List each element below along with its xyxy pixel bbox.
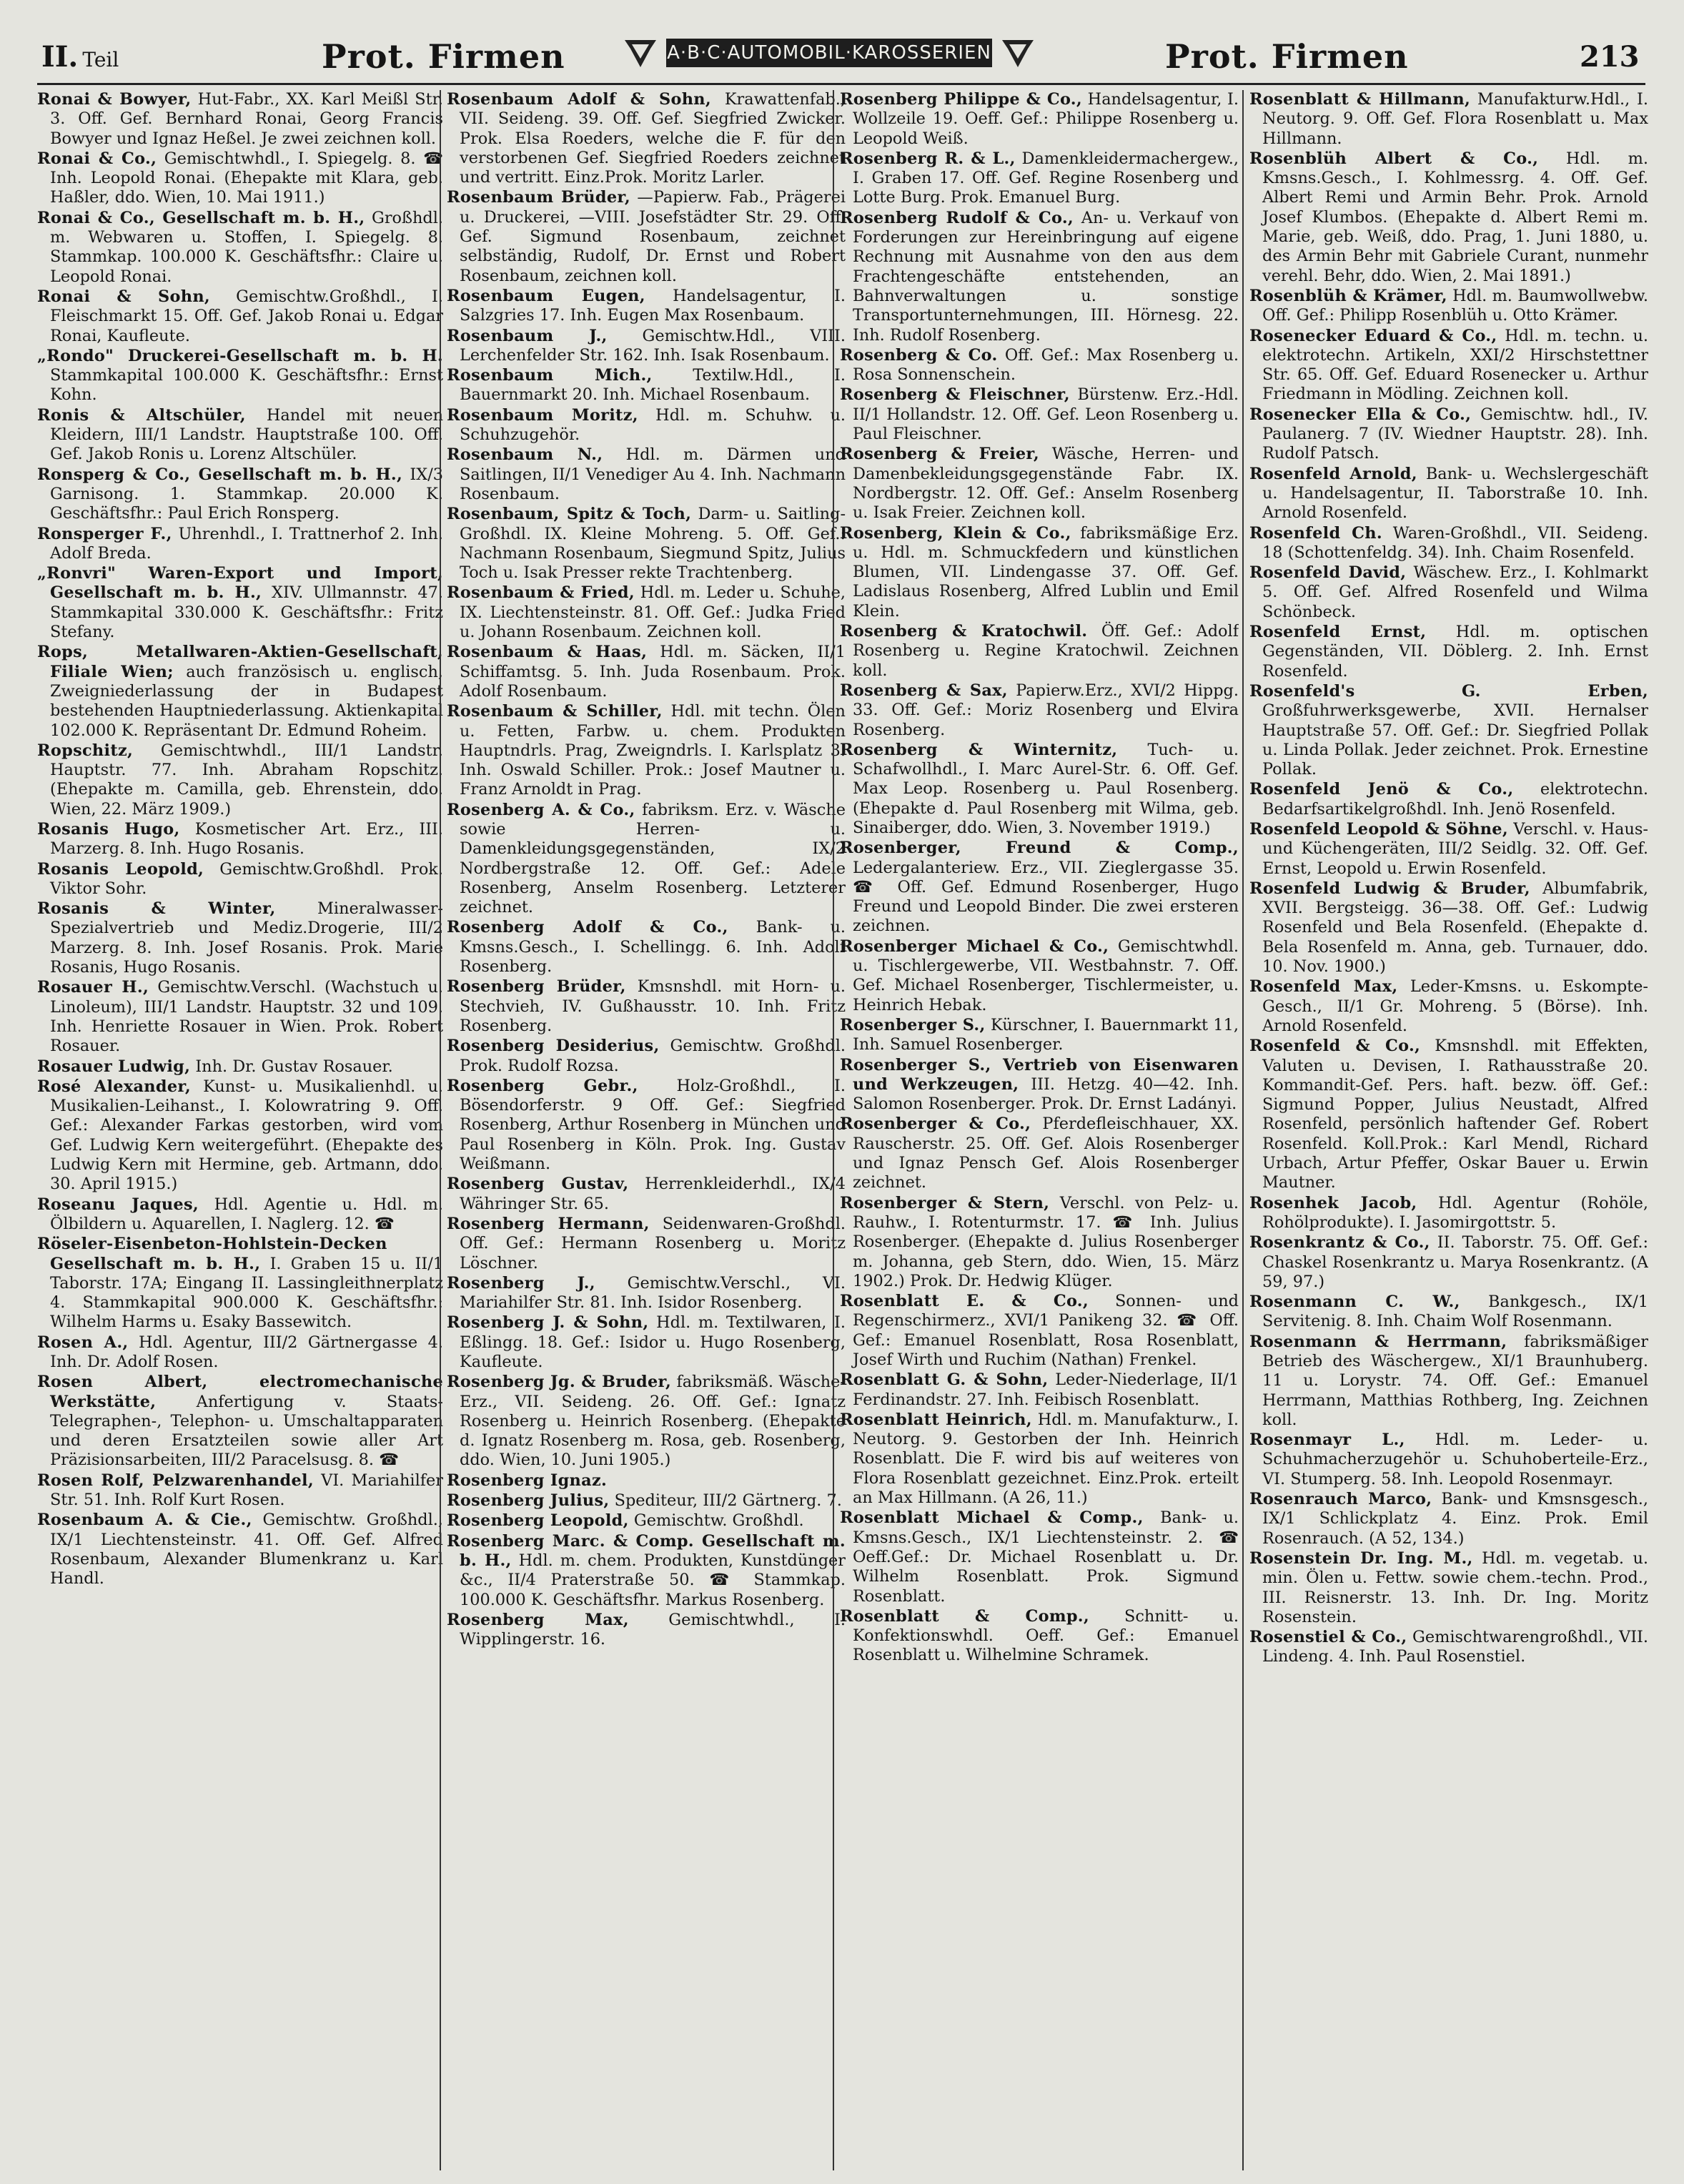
directory-entry (37, 564, 443, 642)
firm-name: Rosenberg Leopold, (447, 1511, 629, 1531)
entry-details: Stammkapital 100.000 K. Geschäftsfhr.: Ernst Kohn. (50, 366, 443, 405)
firm-name: Rosenblatt E. & Co., (840, 1292, 1089, 1311)
directory-entry (1249, 465, 1648, 523)
entry-details: Manufakturw.Hdl., I. Neutorg. 9. Off. Gef. Flora Rosenblatt u. Max Hillmann. (1262, 90, 1648, 148)
entry-details: Bank- u. Kmsns.Gesch., I. Schellingg. 6. Inh. Adolf Rosenberg. (460, 918, 846, 977)
directory-entry (37, 90, 443, 149)
entry-details: Holz-Großhdl., I. Bösendorferstr. 9 Off. Gef.: Siegfried Rosenberg, Arthur Rosenberg in München und Paul Rosenberg in Köln. Prok. Ing. Gustav Weißmann. (460, 1076, 846, 1174)
directory-entry (1249, 90, 1648, 149)
firm-name: Rosenfeld Leopold & Söhne, (1249, 819, 1508, 839)
entry-details: Damenkleidermachergew., I. Graben 17. Off. Gef. Regine Rosenberg und Lotte Burg. Prok. Emanuel Burg. (853, 149, 1239, 207)
firm-name: Rosenberger & Stern, (840, 1193, 1050, 1212)
firm-name: Rosenberg Desiderius, (447, 1037, 660, 1056)
directory-entry (37, 1057, 443, 1077)
entry-details: Leder-Kmsns. u. Eskompte-Gesch., II/1 Gr. Mohreng. 5 (Börse). Inh. Arnold Rosenfeld. (1262, 977, 1648, 1035)
firm-name: Rosenberg Julius, (447, 1491, 610, 1511)
entry-details: Gemischtw.Verschl. (Wachstuch u. Linoleum), III/1 Landstr. Hauptstr. 32 und 109. Inh. Henriette Rosauer in Wien. Prok. Robert Rosauer. (50, 978, 443, 1056)
entry-details: Inh. Dr. Gustav Rosauer. (195, 1057, 393, 1076)
firm-name: Ronsperg & Co., Gesellschaft m. b. H., (37, 465, 403, 484)
directory-entry (447, 1373, 846, 1470)
directory-entry (447, 406, 846, 445)
firm-name: Rosenblüh & Krämer, (1249, 286, 1447, 305)
entry-details: fabriksmäßiger Betrieb des Wäschergew., XI/1 Braunhuberg. 11 u. Lorystr. 74. Off. Gef.: Emanuel Herrmann, Matthias Rothberg, Ing. Zeichnen koll. (1262, 1332, 1648, 1429)
part-number: II. (41, 40, 79, 74)
firm-name: Rosenberg & Sax, (840, 681, 1008, 700)
entry-details: Krawattenfab., VII. Seideng. 39. Off. Gef. Siegfried Zwicker. Prok. Elsa Roeders, welche die F. für den verstorbenen Gef. Siegfried Roeders zeichnet und vertritt. Einz.Prok. Moritz Larler. (460, 90, 846, 187)
firm-name: Rosenbaum Adolf & Sohn, (447, 90, 711, 109)
entry-details: Anfertigung v. Staats-Telegraphen-, Telephon- u. Umschaltapparaten und deren Ersatzteilen sowie aller Art Präzisionsarbeiten, III/2 Paracelsusg. 8. ☎ (50, 1392, 443, 1470)
firm-name: Rosenfeld Ludwig & Bruder, (1249, 879, 1530, 898)
firm-name: Rosenberg Max, (447, 1610, 629, 1629)
entry-details: —Papierw. Fab., Prägerei u. Druckerei, —VIII. Josefstädter Str. 29. Off. Gef. Sigmund Rosenbaum, zeichnet selbständig, Rudolf, Dr. Ernst und Robert Rosenbaum, zeichnen koll. (460, 188, 846, 285)
firm-name: Rosenberg Ignaz. (447, 1471, 608, 1490)
entry-details: Hut-Fabr., XX. Karl Meißl Str. 3. Off. Gef. Bernhard Ronai, Georg Francis Bowyer und Ignaz Heßel. Je zwei zeichnen koll. (50, 90, 443, 148)
directory-entry (1249, 1194, 1648, 1233)
firm-name: Rosenecker Ella & Co., (1249, 405, 1472, 424)
entry-details: Handelsagentur, I. Salzgries 17. Inh. Eugen Max Rosenbaum. (460, 286, 846, 325)
entry-details: Gemischtwhdl., I. Spiegelg. 8. ☎ Inh. Leopold Ronai. (Ehepakte mit Klara, geb. Haßler, ddo. Wien, 10. Mai 1911.) (50, 149, 443, 207)
directory-entry (1249, 780, 1648, 819)
directory-entry (1249, 287, 1648, 326)
entry-details: Hdl. m. techn. u. elektrotechn. Artikeln, XXI/2 Hirschstettner Str. 65. Off. Gef. Eduard Rosenecker u. Arthur Friedmann in Mödling. Zeichnen koll. (1262, 326, 1648, 404)
directory-entry (447, 445, 846, 504)
directory-entry (840, 385, 1239, 444)
firm-name: Rosenberg & Freier, (840, 445, 1039, 464)
directory-entry (1249, 563, 1648, 622)
entry-details: Gemischtwhdl., I. Wipplingerstr. 16. (460, 1610, 846, 1649)
firm-name: Rosenberg & Co. (840, 345, 998, 365)
directory-entry (1249, 1333, 1648, 1430)
firm-name: Rosenmann & Herrmann, (1249, 1332, 1507, 1351)
entry-details: Mineralwasser-Spezialvertrieb und Mediz.Drogerie, III/2 Marzerg. 8. Inh. Josef Rosanis. Prok. Marie Rosanis, Hugo Rosanis. (50, 899, 443, 977)
directory-entry (1249, 977, 1648, 1036)
directory-entry (37, 978, 443, 1056)
firm-name: Rosenbaum N., (447, 445, 603, 465)
firm-name: Rosenberg J. & Sohn, (447, 1313, 649, 1333)
directory-entry (840, 1056, 1239, 1115)
directory-entry (840, 445, 1239, 523)
entry-details: Hdl. m. chem. Produkten, Kunstdünger &c., II/4 Praterstraße 50. ☎ Stammkap. 100.000 K. Geschäftsfhr. Markus Rosenberg. (460, 1551, 846, 1609)
directory-entry (840, 681, 1239, 740)
directory-entry (37, 741, 443, 819)
entry-details: Öff. Gef.: Adolf Rosenberg u. Regine Kratochwil. Zeichnen koll. (853, 622, 1239, 680)
directory-entry (37, 287, 443, 346)
firm-name: Rosenblatt Heinrich, (840, 1410, 1032, 1429)
directory-entry (447, 583, 846, 642)
entry-details: fabriksm. Erz. v. Wäsche sowie Herren- u. Damenkleidungsgegenständen, IX/2 Nordbergstraße 12. Off. Gef.: Adele Rosenberg, Anselm Rosenberg. Letzterer zeichnet. (460, 800, 846, 917)
directory-entry (447, 1274, 846, 1313)
directory-entry (37, 1333, 443, 1373)
directory-entry (447, 702, 846, 799)
firm-name: Ronai & Co., (37, 149, 157, 168)
directory-entry (37, 1195, 443, 1235)
entry-details: Uhrenhdl., I. Trattnerhof 2. Inh. Adolf Breda. (50, 524, 443, 563)
firm-name: Rosenberg Jg. & Bruder, (447, 1373, 672, 1392)
entry-details: Schnitt- u. Konfektionswhdl. Oeff. Gef.: Emanuel Rosenblatt u. Wilhelmine Schramek. (853, 1606, 1239, 1665)
entry-details: Hdl. Agentie u. Hdl. m. Ölbildern u. Aquarellen, I. Naglerg. 12. ☎ (50, 1195, 443, 1233)
page-header (0, 0, 1684, 100)
directory-entry (447, 1611, 846, 1650)
entry-details: Albumfabrik, XVII. Bergsteigg. 36—38. Off. Gef.: Ludwig Rosenfeld und Bela Rosenfeld. (Ehepakte d. Bela Rosenfeld m. Anna, geb. Turnauer, ddo. 10. Nov. 1900.) (1262, 879, 1648, 977)
firm-name: Rosenberger S., (840, 1015, 986, 1034)
directory-entry (1249, 1549, 1648, 1627)
firm-name: Rosenfeld David, (1249, 563, 1407, 583)
firm-name: Rosenbaum, Spitz & Toch, (447, 505, 692, 524)
directory-entry (840, 209, 1239, 345)
directory-entry (37, 1077, 443, 1195)
firm-name: Röseler-Eisenbeton-Hohlstein-Decken Gesellschaft m. b. H., (37, 1235, 387, 1273)
entry-details: Kunst- u. Musikalienhdl. u. Musikalien-Leihanst., I. Kolowratring 9. Off. Gef.: Alexander Farkas gestorben, wird vom Gef. Ludwig Kern weitergeführt. (Ehepakte des Ludwig Kern mit Hermine, geb. Artmann, ddo. 30. April 1915.) (50, 1077, 443, 1194)
firm-name: Rosenmann C. W., (1249, 1293, 1460, 1312)
directory-entry (1249, 405, 1648, 464)
entry-details: Hdl. m. Schuhw. u. Schuhzugehör. (460, 405, 846, 445)
firm-name: Rosenberg R. & L., (840, 149, 1016, 168)
firm-name: Rosenberg Gebr., (447, 1076, 638, 1095)
entry-details: II. Taborstr. 75. Off. Gef.: Chaskel Rosenkrantz u. Marya Rosenkrantz. (A 59, 97.) (1262, 1233, 1648, 1291)
entry-details: fabriksmäßige Erz. u. Hdl. m. Schmuckfedern und künstlichen Blumen, VII. Lindengasse 37. Off. Gef. Ladislaus Rosenberg, Alfred Lublin und Emil Klein. (853, 523, 1239, 621)
entry-details: auch französisch u. englisch, Zweigniederlassung der in Budapest bestehenden Hauptniederlassung. Aktienkapital 102.000 K. Repräsentant Dr. Edmund Roheim. (50, 662, 443, 740)
entry-details: I. Graben 15 u. II/1 Taborstr. 17A; Eingang II. Lassingleithnerplatz 4. Stammkapital 900.000 K. Geschäftsfhr.: Wilhelm Harms u. Esaky Bassewitch. (50, 1254, 443, 1332)
directory-entry (447, 918, 846, 977)
firm-name: Rosauer H., (37, 978, 149, 997)
firm-name: Rosenecker Eduard & Co., (1249, 326, 1497, 345)
firm-name: Rosenberg, Klein & Co., (840, 523, 1071, 543)
directory-entry (840, 524, 1239, 621)
firm-name: Rosenberg Adolf & Co., (447, 918, 728, 937)
entry-details: Bankgesch., IX/1 Servitenig. 8. Inh. Chaim Wolf Rosenmann. (1262, 1293, 1648, 1331)
firm-name: Rosenblatt & Comp., (840, 1606, 1089, 1626)
entry-details: Gemischtw.Großhdl., I. Fleischmarkt 15. Off. Gef. Jakob Ronai u. Edgar Ronai, Kaufleute. (50, 287, 443, 345)
directory-entry (37, 465, 443, 524)
car-emblem-icon (622, 34, 659, 71)
firm-name: Rosenbaum Brüder, (447, 188, 630, 207)
entry-details: Hdl. m. Leder- u. Schuhmacherzugehör u. Schuhoberteile-Erz., VI. Stumperg. 58. Inh. Leopold Rosenmayr. (1262, 1431, 1648, 1488)
entry-details: Großfuhrwerksgewerbe, XVII. Hernalser Hauptstraße 57. Off. Gef.: Dr. Siegfried Pollak u. Linda Pollak. Jeder zeichnet. Prok. Ernestine Pollak. (1262, 701, 1648, 779)
directory-entry (37, 1471, 443, 1511)
firm-name: Rosenfeld Ernst, (1249, 623, 1427, 642)
firm-name: Rosenblatt G. & Sohn, (840, 1370, 1049, 1390)
directory-entry (447, 188, 846, 285)
firm-name: Rosenbaum & Fried, (447, 583, 635, 603)
firm-name: Rosenfeld & Co., (1249, 1037, 1421, 1056)
entry-details: XIV. Ullmannstr. 47. Stammkapital 330.000 K. Geschäftsfhr.: Fritz Stefany. (50, 583, 443, 642)
directory-entry (447, 1313, 846, 1372)
entry-details: Hdl. Agentur, III/2 Gärtnergasse 4. Inh. Dr. Adolf Rosen. (50, 1333, 443, 1371)
entry-details: Off. Gef.: Max Rosenberg u. Rosa Sonnenschein. (853, 345, 1239, 385)
directory-entry (447, 287, 846, 326)
entry-details: Wäschew. Erz., I. Kohlmarkt 5. Off. Gef. Alfred Rosenfeld und Wilma Schönbeck. (1262, 563, 1648, 621)
firm-name: Rosenberg Brüder, (447, 977, 626, 997)
page-number: 213 (1580, 40, 1640, 74)
firm-name: „Ronvri" Waren-Export und Import, Gesellschaft m. b. H., (37, 564, 443, 603)
entry-details: Hdl. m. Därmen und Saitlingen, II/1 Venediger Au 4. Inh. Nachmann Rosenbaum. (460, 445, 846, 503)
column-1 (37, 90, 443, 2170)
entry-details: Gemischtw. Großhdl., IX/1 Liechtensteinstr. 41. Off. Gef. Alfred Rosenbaum, Alexander Blumenkranz u. Karl Handl. (50, 1511, 443, 1588)
firm-name: Rosenfeld Arnold, (1249, 464, 1417, 483)
firm-name: Ropschitz, (37, 741, 134, 760)
directory-entry (840, 1370, 1239, 1410)
entry-details: Hdl. m. Baumwollwebw. Off. Gef.: Philipp Rosenblüh u. Otto Krämer. (1262, 286, 1648, 325)
entry-details: Herrenkleiderhdl., IX/4 Währinger Str. 65. (460, 1175, 846, 1213)
entry-details: Pferdefleischhauer, XX. Rauscherstr. 25. Off. Gef. Alois Rosenberger und Ignaz Pensch Gef. Alois Rosenberger zeichnet. (853, 1115, 1239, 1192)
entry-details: Hdl. m. optischen Gegenständen, VII. Döblerg. 2. Inh. Ernst Rosenfeld. (1262, 623, 1648, 681)
directory-entry (840, 1292, 1239, 1370)
directory-entry (840, 1410, 1239, 1508)
column-2 (440, 90, 846, 2170)
entry-details: An- u. Verkauf von Forderungen zur Hereinbringung auf eigene Rechnung mit Ausnahme von den aus dem Frachtengeschäfte entstehenden, an Bahnverwaltungen u. sonstige Transportunternehmungen, III. Hörnesg. 22. Inh. Rudolf Rosenberg. (853, 208, 1239, 345)
firm-name: Ronai & Sohn, (37, 287, 211, 306)
firm-name: Rosauer Ludwig, (37, 1057, 191, 1076)
firm-name: Rosenrauch Marco, (1249, 1490, 1432, 1509)
directory-entry (37, 820, 443, 859)
entry-details: Gemischtw. hdl., IV. Paulanerg. 7 (IV. Wiedner Hauptstr. 28). Inh. Rudolf Patsch. (1262, 405, 1648, 463)
directory-entry (447, 643, 846, 701)
directory-entry (1249, 1490, 1648, 1548)
directory-entry (447, 90, 846, 187)
entry-details: Verschl. v. Haus- und Küchengeräten, III/2 Seidlg. 32. Off. Gef. Ernst, Leopold u. Erwin Rosenfeld. (1262, 819, 1648, 878)
firm-name: Rosenberger S., Vertrieb von Eisenwaren und Werkzeugen, (840, 1055, 1239, 1094)
entry-details: Papierw.Erz., XVI/2 Hippg. 33. Off. Gef.: Moriz Rosenberg und Elvira Rosenberg. (853, 681, 1239, 739)
firm-name: Rosenberg & Winternitz, (840, 740, 1118, 759)
entry-details: Hdl. Agentur (Rohöle, Rohölprodukte). I. Jasomirgottstr. 5. (1262, 1193, 1648, 1232)
directory-entry (840, 741, 1239, 838)
firm-name: Rosenberg Gustav, (447, 1175, 629, 1194)
firm-name: Rosenberg Rudolf & Co., (840, 208, 1074, 227)
entry-details: Tuch- u. Schafwollhdl., I. Marc Aurel-Str. 6. Off. Gef. Max Leop. Rosenberg u. Paul Rosenberg. (Ehepakte d. Paul Rosenberg mit Wilma, geb. Sinaiberger, ddo. Wien, 3. November 1919.) (853, 740, 1239, 837)
directory-entry (37, 643, 443, 740)
directory-entry (840, 346, 1239, 385)
firm-name: Ronis & Altschüler, (37, 405, 246, 425)
directory-entry (840, 1508, 1239, 1606)
entry-details: Gemischtw.Verschl., VI. Mariahilfer Str. 81. Inh. Isidor Rosenberg. (460, 1273, 846, 1313)
firm-name: Rosenstiel & Co., (1249, 1628, 1407, 1647)
firm-name: Rosenblatt & Hillmann, (1249, 90, 1471, 109)
entry-details: Kürschner, I. Bauernmarkt 11, Inh. Samuel Rosenberger. (853, 1015, 1239, 1054)
firm-name: Rosenberger & Co., (840, 1115, 1031, 1134)
directory-entry (1249, 327, 1648, 405)
directory-entry (447, 1491, 846, 1511)
advert-banner-text: A·B·C·AUTOMOBIL·KAROSSERIEN (666, 39, 992, 67)
firm-name: Ronai & Co., Gesellschaft m. b. H., (37, 208, 365, 227)
firm-name: Ronai & Bowyer, (37, 90, 192, 109)
directory-entry (840, 1607, 1239, 1666)
directory-entry (447, 1037, 846, 1076)
entry-details: VI. Mariahilfer Str. 51. Inh. Rolf Kurt Rosen. (50, 1471, 443, 1510)
directory-entry (1249, 1628, 1648, 1667)
directory-entry (840, 839, 1239, 936)
entry-details: Großhdl. m. Webwaren u. Stoffen, I. Spiegelg. 8. Stammkap. 100.000 K. Geschäftsfhr.: Claire u. Leopold Ronai. (50, 208, 443, 286)
firm-name: Rosenberger Michael & Co., (840, 937, 1109, 956)
entry-details: Gemischtw.Großhdl. Prok. Viktor Sohr. (50, 859, 443, 898)
header-rule (37, 83, 1645, 85)
firm-name: Rosenberg A. & Co., (447, 800, 635, 819)
firm-name: Rosenbaum & Schiller, (447, 702, 663, 721)
directory-entry (37, 899, 443, 977)
firm-name: Rosen A., (37, 1333, 129, 1352)
directory-entry (840, 149, 1239, 208)
entry-details: Bank- u. Kmsns.Gesch., IX/1 Liechtensteinstr. 2. ☎ Oeff.Gef.: Dr. Michael Rosenblatt u. Dr. Wilhelm Rosenblatt. Prok. Sigmund Rosenblatt. (853, 1508, 1239, 1606)
directory-entry (840, 1194, 1239, 1291)
directory-entry (447, 327, 846, 366)
firm-name: Rosenkrantz & Co., (1249, 1233, 1430, 1252)
directory-entry (447, 1077, 846, 1174)
directory-entry (1249, 524, 1648, 563)
entry-details: IX/3 Garnisong. 1. Stammkap. 20.000 K. Geschäftsfhr.: Paul Erich Ronsperg. (50, 465, 443, 523)
column-3 (833, 90, 1239, 2170)
directory-entry (447, 1215, 846, 1273)
firm-name: Rosenstein Dr. Ing. M., (1249, 1548, 1473, 1568)
firm-name: Rosenberg & Kratochwil. (840, 622, 1088, 641)
firm-name: Rosanis Leopold, (37, 859, 204, 879)
directory-entry (1249, 1037, 1648, 1192)
entry-details: Sonnen- und Regenschirmerz., XVI/1 Panikeng 32. ☎ Off. Gef.: Emanuel Rosenblatt, Rosa Rosenblatt, Josef Wirth und Ruchim (Nathan) Frenkel. (853, 1292, 1239, 1369)
directory-entry (1249, 682, 1648, 779)
firm-name: Rosé Alexander, (37, 1077, 191, 1096)
car-emblem-icon (999, 34, 1036, 71)
entry-details: Verschl. von Pelz- u. Rauhw., I. Rotenturmstr. 17. ☎ Inh. Julius Rosenberger. (Ehepakte d. Julius Rosenberger m. Johanna, geb Stern, ddo. Wien, 15. März 1902.) Prok. Dr. Hedwig Klüger. (853, 1193, 1239, 1290)
directory-entry (1249, 1233, 1648, 1292)
entry-details: Hdl. m. vegetab. u. min. Ölen u. Fettw. sowie chem.-techn. Prod., III. Reisnerstr. 13. Inh. Dr. Ing. Moritz Rosenstein. (1262, 1548, 1648, 1626)
entry-details: Bank- u. Wechslergeschäft u. Handelsagentur, II. Taborstraße 10. Inh. Arnold Rosenfeld. (1262, 464, 1648, 523)
firm-name: Rosenberger, Freund & Comp., (840, 839, 1239, 858)
firm-name: Rosenfeld Max, (1249, 977, 1398, 997)
firm-name: Rosenbaum J., (447, 326, 608, 345)
advert-banner (622, 31, 1036, 74)
entry-details: Hdl. m. Leder u. Schuhe, IX. Liechtensteinstr. 81. Off. Gef.: Judka Fried u. Johann Rosenbaum. Zeichnen koll. (460, 583, 846, 642)
firm-name: Rosenmayr L., (1249, 1431, 1405, 1450)
entry-details: Ledergalanteriew. Erz., VII. Zieglergasse 35. ☎ Off. Gef. Edmund Rosenberger, Hugo Freund und Leopold Binder. Die zwei ersteren zeichnen. (853, 858, 1239, 936)
directory-entry (447, 801, 846, 918)
entry-details: Kmsnshdl. mit Effekten, Valuten u. Devisen, I. Rathausstraße 20. Kommandit-Gef. Pers. haft. bezw. öff. Gef.: Sigmund Popper, Julius Neustadt, Alfred Rosenfeld, persönlich haftender Gef. Robert Rosenfeld. Koll.Prok.: Karl Mendl, Richard Urbach, Artur Pfeffer, Oskar Bauer u. Erwin Mautner. (1262, 1037, 1648, 1192)
directory-entry (37, 525, 443, 564)
directory-entry (840, 622, 1239, 681)
directory-entry (840, 1115, 1239, 1192)
entry-details: Gemischtwhdl. u. Tischlergewerbe, VII. Westbahnstr. 7. Off. Gef. Michael Rosenberger, Tischlermeister, u. Heinrich Hebak. (853, 937, 1239, 1014)
entry-details: Bürstenw. Erz.-Hdl. II/1 Hollandstr. 12. Off. Gef. Leon Rosenberg u. Paul Fleischner. (853, 385, 1239, 444)
directory-entry (37, 860, 443, 899)
firm-name: Ronsperger F., (37, 524, 172, 543)
directory-entry (447, 366, 846, 405)
entry-details: Gemischtwhdl., III/1 Landstr. Hauptstr. 77. Inh. Abraham Ropschitz. (Ehepakte m. Camilla, geb. Ehrenstein, ddo. Wien, 22. März 1909.) (50, 741, 443, 819)
entry-details: elektrotechn. Bedarfsartikelgroßhdl. Inh. Jenö Rosenfeld. (1262, 780, 1648, 819)
running-title-left: Prot. Firmen (322, 37, 565, 76)
firm-name: Rosenhek Jacob, (1249, 1193, 1417, 1212)
firm-name: Rosenbaum Moritz, (447, 405, 638, 425)
entry-details: fabriksmäß. Wäsche-Erz., VII. Seideng. 26. Off. Gef.: Ignatz Rosenberg u. Heinrich Rosenberg. (Ehepakte d. Ignatz Rosenberg m. Rosa, geb. Rosenberg, ddo. Wien, 10. Juni 1905.) (460, 1373, 846, 1470)
firm-name: Rosenbaum & Haas, (447, 643, 648, 662)
firm-name: Rops, Metallwaren-Aktien-Gesellschaft, Filiale Wien; (37, 643, 443, 681)
directory-entry (1249, 1293, 1648, 1332)
part-label (41, 40, 119, 74)
directory-entry (447, 1175, 846, 1214)
part-suffix: Teil (82, 48, 119, 71)
firm-name: Rosenfeld Ch. (1249, 523, 1382, 543)
directory-entry (840, 90, 1239, 149)
directory-entry (37, 1373, 443, 1470)
column-4 (1242, 90, 1648, 2170)
firm-name: Rosenberg J., (447, 1273, 595, 1293)
directory-entry (1249, 1431, 1648, 1489)
firm-name: Rosenfeld's G. Erben, (1249, 681, 1648, 701)
entry-details: Wäsche, Herren- und Damenbekleidungsgegenstände Fabr. IX. Nordbergstr. 12. Off. Gef.: Anselm Rosenberg u. Isak Freier. Zeichnen koll. (853, 445, 1239, 523)
directory-entry (447, 1511, 846, 1531)
firm-name: Rosenfeld Jenö & Co., (1249, 780, 1514, 799)
directory-entry (1249, 149, 1648, 286)
entry-details: Hdl. m. Kmsns.Gesch., I. Kohlmessrg. 4. Off. Gef. Albert Remi und Armin Behr. Prok. Arnold Josef Klumbos. (Ehepakte d. Albert Remi m. Marie, geb. Weiß, ddo. Prag, 1. Juni 1880, u. des Armin Behr mit Gabriele Curant, nunmehr verehl. Behr, ddo. Wien, 2. Mai 1891.) (1262, 149, 1648, 285)
directory-entry (37, 149, 443, 208)
entry-details: Handel mit neuen Kleidern, III/1 Landstr. Hauptstraße 100. Off. Gef. Jakob Ronis u. Lorenz Altschüler. (50, 405, 443, 464)
entry-details: Spediteur, III/2 Gärtnerg. 7. (614, 1491, 842, 1511)
directory-entry (37, 1235, 443, 1332)
firm-name: Rosenberg Marc. & Comp. Gesellschaft m. b. H., (447, 1531, 846, 1570)
directory-entry (37, 347, 443, 405)
firm-name: Rosenberg Hermann, (447, 1214, 650, 1233)
directory-entry (447, 1532, 846, 1610)
directory-entry (447, 505, 846, 583)
entry-details: Hdl. m. Textilwaren, I. Eßlingg. 18. Gef.: Isidor u. Hugo Rosenberg, Kaufleute. (460, 1313, 846, 1371)
directory-entry (447, 977, 846, 1036)
entry-details: Handelsagentur, I. Wollzeile 19. Oeff. Gef.: Philippe Rosenberg u. Leopold Weiß. (853, 90, 1239, 148)
entry-details: Hdl. m. Manufakturw., I. Neutorg. 9. Gestorben der Inh. Heinrich Rosenblatt. Die F. wird bis auf weiteres von Flora Rosenblatt gezeichnet. Einz.Prok. erteilt an Max Hillmann. (A 26, 11.) (853, 1410, 1239, 1508)
directory-entry (840, 1016, 1239, 1055)
entry-details: Kosmetischer Art. Erz., III. Marzerg. 8. Inh. Hugo Rosanis. (50, 819, 443, 859)
firm-name: Rosenblatt Michael & Comp., (840, 1508, 1144, 1528)
directory-entry (37, 1511, 443, 1588)
firm-name: Rosenbaum A. & Cie., (37, 1511, 252, 1530)
running-title-right: Prot. Firmen (1165, 37, 1409, 76)
entry-details: Bank- und Kmsnsgesch., IX/1 Schlickplatz 4. Einz. Prok. Emil Rosenrauch. (A 52, 134.) (1262, 1490, 1648, 1548)
entry-details: Textilw.Hdl., I. Bauernmarkt 20. Inh. Michael Rosenbaum. (460, 366, 846, 405)
directory-entry (1249, 879, 1648, 977)
entry-details: Seidenwaren-Großhdl. Off. Gef.: Hermann Rosenberg u. Moritz Löschner. (460, 1214, 846, 1273)
entry-details: Leder-Niederlage, II/1 Ferdinandstr. 27. Inh. Feibisch Rosenblatt. (853, 1370, 1239, 1409)
firm-name: Rosanis Hugo, (37, 819, 180, 839)
firm-name: Rosenberg & Fleischner, (840, 385, 1070, 405)
directory-entry (840, 937, 1239, 1015)
firm-name: Rosen Rolf, Pelzwarenhandel, (37, 1471, 314, 1490)
entry-details: Gemischtw. Großhdl. (633, 1511, 804, 1531)
entry-details: Hdl. m. Säcken, II/1 Schiffamtsg. 5. Inh. Juda Rosenbaum. Prok. Adolf Rosenbaum. (460, 643, 846, 701)
directory-entry (37, 209, 443, 287)
directory-entry (37, 406, 443, 465)
directory-entry (1249, 623, 1648, 681)
firm-name: Rosen Albert, electromechanische Werkstätte, (37, 1373, 443, 1411)
entry-details: III. Hetzg. 40—42. Inh. Salomon Rosenberger. Prok. Dr. Ernst Ladányi. (853, 1074, 1239, 1114)
entry-details: Gemischtwarengroßhdl., VII. Lindeng. 4. Inh. Paul Rosenstiel. (1262, 1628, 1648, 1666)
entry-details: Kmsnshdl. mit Horn- u. Stechvieh, IV. Gußhausstr. 10. Inh. Fritz Rosenberg. (460, 977, 846, 1035)
firm-name: Rosenblüh Albert & Co., (1249, 149, 1539, 168)
entry-details: Waren-Großhdl., VII. Seideng. 18 (Schottenfeldg. 34). Inh. Chaim Rosenfeld. (1262, 523, 1648, 562)
entry-details: Darm- u. Saitling-Großhdl. IX. Kleine Mohreng. 5. Off. Gef.: Nachmann Rosenbaum, Siegmund Spitz, Julius Toch u. Isak Presser rekte Trachtenberg. (460, 505, 846, 583)
directory-entry (1249, 820, 1648, 879)
firm-name: Rosenbaum Eugen, (447, 286, 645, 305)
directory-entry (447, 1471, 846, 1491)
firm-name: Roseanu Jaques, (37, 1195, 199, 1214)
firm-name: Rosenbaum Mich., (447, 366, 653, 385)
firm-name: „Rondo" Druckerei-Gesellschaft m. b. H. (37, 346, 443, 365)
entry-details: Gemischtw. Großhdl. Prok. Rudolf Rozsa. (460, 1037, 846, 1075)
firm-name: Rosenberg Philippe & Co., (840, 90, 1082, 109)
entry-details: Hdl. mit techn. Ölen u. Fetten, Farbw. u. chem. Produkten Hauptndrls. Prag, Zweigndrls. I. Karlsplatz 3. Inh. Oswald Schiller. Prok.: Josef Mautner u. Franz Arnoldt in Prag. (460, 702, 846, 799)
firm-name: Rosanis & Winter, (37, 899, 276, 919)
entry-details: Gemischtw.Hdl., VIII. Lerchenfelder Str. 162. Inh. Isak Rosenbaum. (460, 326, 846, 365)
